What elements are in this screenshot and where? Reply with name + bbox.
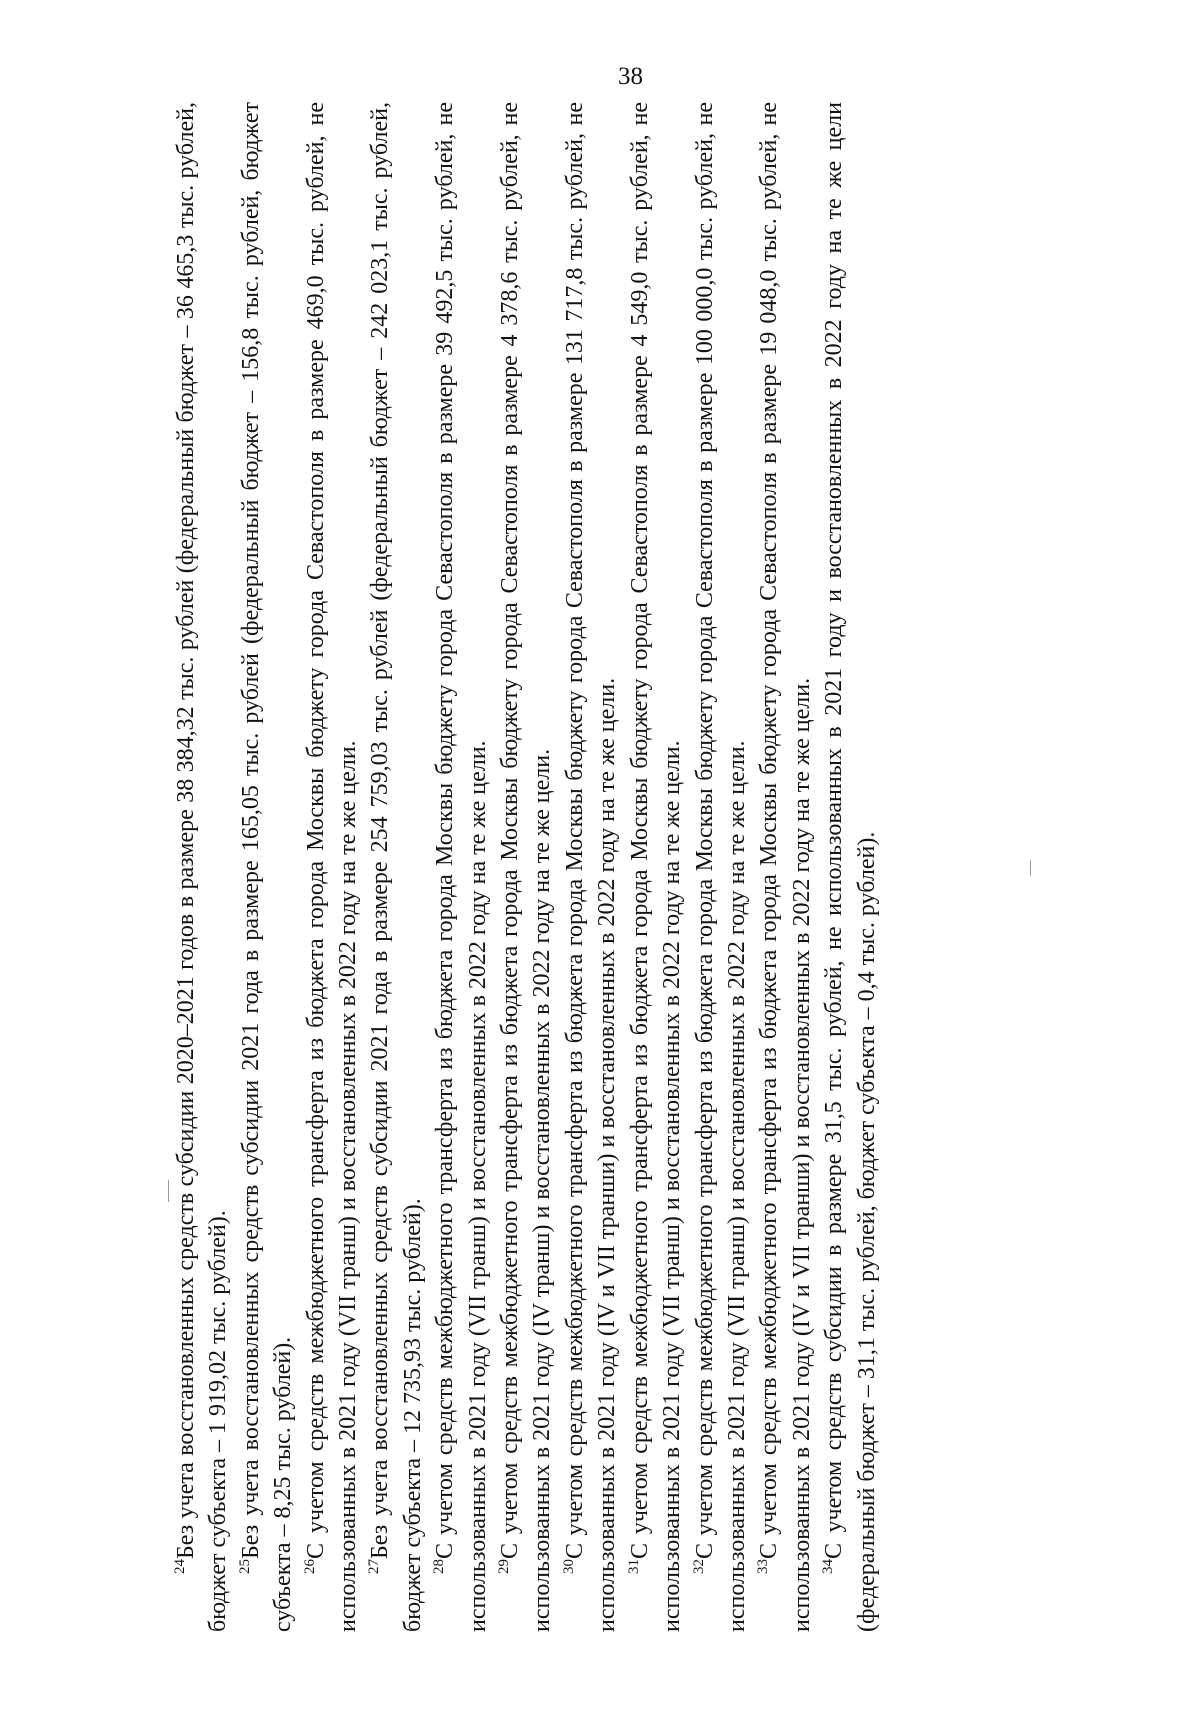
footnote-text: С учетом средств межбюджетного трансферта из бюджета города Москвы бюджету города Севастополя в размере 131 717,8 тыс. рублей, не использованных в 2021 году (IV и VII транши) и восстановленных в 2022 году на те же цели. [561,102,621,1632]
footnote-text: С учетом средств межбюджетного трансферта из бюджета города Москвы бюджету города Севастополя в размере 39 492,5 тыс. рублей, не использованных в 2021 году (VII транш) и восстановленных в 2022 году на те же цели. [432,102,491,1632]
footnote-text: Без учета восстановленных средств субсидии 2021 года в размере 254 759,03 тыс. рублей (федеральный бюджет – 242 023,1 тыс. рублей, бюджет субъекта – 12 735,93 тыс. рублей). [367,102,426,1632]
footnote-text: С учетом средств межбюджетного трансферта из бюджета города Москвы бюджету города Севастополя в размере 100 000,0 тыс. рублей, не использованных в 2021 году (VII транш) и восстановленных в 2022 году на те же цели. [691,102,750,1632]
footnote-text: Без учета восстановленных средств субсидии 2020–2021 годов в размере 38 384,32 тыс. рублей (федеральный бюджет – 36 465,3 тыс. рублей, бюджет субъекта – 1 919,02 тыс. рублей). [173,102,232,1632]
footnote [753,102,818,1632]
footnote [170,102,235,1632]
footnote-number: 27 [366,1559,383,1574]
footnote [559,102,624,1632]
footnote-text: С учетом средств межбюджетного трансферта из бюджета города Москвы бюджету города Севастополя в размере 4 549,0 тыс. рублей, не использованных в 2021 году (VII транш) и восстановленных в 2022 году на те же цели. [626,102,686,1632]
footnote-number: 26 [301,1559,318,1574]
footnote-text: С учетом средств межбюджетного трансферта из бюджета города Москвы бюджету города Севастополя в размере 4 378,6 тыс. рублей, не использованных в 2021 году (IV транш) и восстановленных в 2022 году на те же цели. [497,102,556,1632]
footnote [689,102,754,1632]
footnotes-block [170,102,1090,1632]
footnote-number: 28 [431,1559,448,1574]
footnote-number: 32 [690,1559,707,1574]
footnote-text: С учетом средств субсидии в размере 31,5 тыс. рублей, не использованных в 2021 году и восстановленных в 2022 году на те же цели (федеральный бюджет – 31,1 тыс. рублей, бюджет субъекта – 0,4 тыс. рублей). [821,102,880,1632]
footnote [235,102,300,1632]
footnote-number: 34 [820,1559,837,1574]
page-number: 38 [618,63,643,90]
footnote-text: Без учета восстановленных средств субсидии 2021 года в размере 165,05 тыс. рублей (федеральный бюджет – 156,8 тыс. рублей, бюджет субъекта – 8,25 тыс. рублей). [237,102,297,1632]
footnote-text: С учетом средств межбюджетного трансферта из бюджета города Москвы бюджету города Севастополя в размере 19 048,0 тыс. рублей, не использованных в 2021 году (IV и VII транши) и восстановленных в 2022 году на те же цели. [756,102,815,1632]
footnote-number: 24 [172,1559,188,1574]
footnote [429,102,494,1632]
footnote [624,102,689,1632]
footnote-number: 33 [755,1559,772,1574]
footnote [364,102,429,1632]
footnote [818,102,883,1632]
footnote-number: 31 [625,1559,642,1574]
footnote-text: С учетом средств межбюджетного трансферта из бюджета города Москвы бюджету города Севастополя в размере 469,0 тыс. рублей, не использованных в 2021 году (VII транш) и восстановленных в 2022 году на те же цели. [302,102,362,1632]
footnote-number: 29 [496,1559,513,1574]
footnote-number: 25 [236,1559,253,1574]
footnote [494,102,559,1632]
footnote [300,102,365,1632]
scan-mark [168,1180,169,1202]
footnote-number: 30 [560,1559,577,1574]
